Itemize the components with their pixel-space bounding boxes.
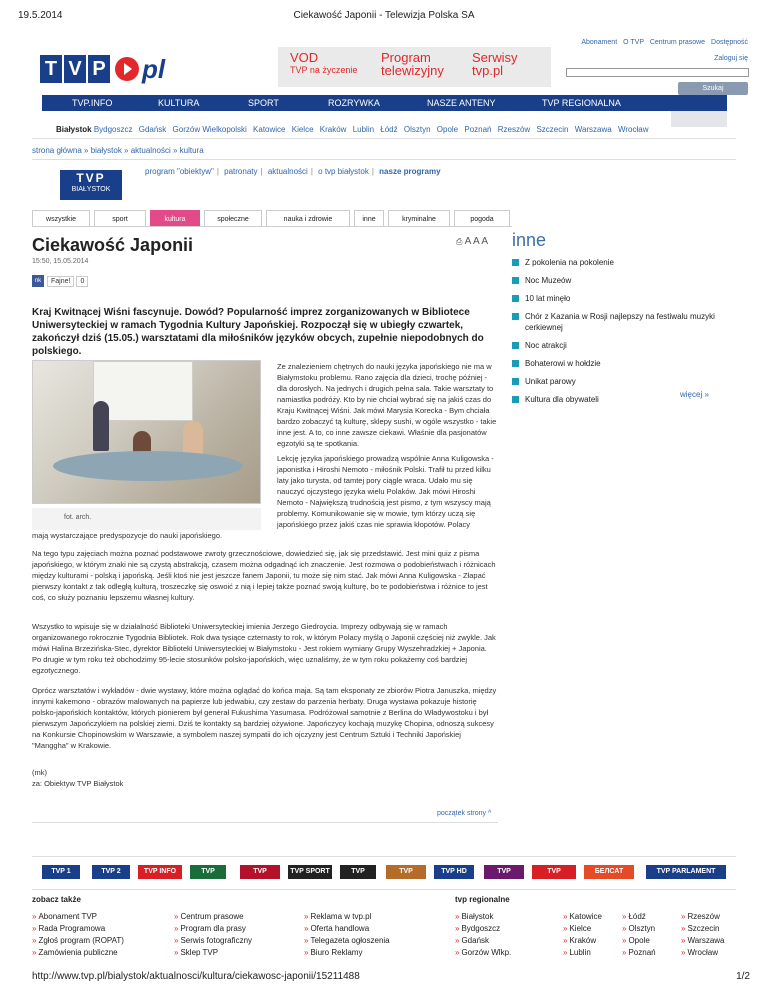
back-to-top-link[interactable]: początek strony ^ xyxy=(437,810,492,817)
search-input[interactable] xyxy=(566,68,749,77)
divider xyxy=(32,159,736,160)
channel-tvp-kultura[interactable]: TVP KULTURA xyxy=(340,865,376,879)
divider xyxy=(32,822,498,823)
subnav-aktualnosci[interactable]: aktualności xyxy=(267,167,308,176)
footer-link[interactable]: » Zgłoś program (ROPAT) xyxy=(32,936,124,945)
footer-link[interactable]: » Warszawa xyxy=(681,936,725,945)
bullet-icon xyxy=(512,378,519,385)
article-paragraph: mają wystarczające predyspozycje do nauki japońskiego. xyxy=(32,531,223,540)
footer-link[interactable]: » Poznań xyxy=(622,948,656,957)
top-links xyxy=(577,39,748,46)
article-paragraph: Ze znalezieniem chętnych do nauki języka japońskiego nie ma w Białymstoku problemu. Rano zajęcia dla dzieci, trochę później - dla dorosłych. Na jednych i drugich pełna sala. Takie warsztaty to namiastka podróży. Kto by nie chciał wybrać się na jakiś czas do Kraju Kwitnącej Wiśni. Jak mówi Marysia Korecka - Bym chciała bardzo zobaczyć tą kulturę, sklepy sushi, w ogóle wszystko - takie inne jest. A to, co inne zawsze ciekawi. Właśnie dla pasjonatów egzotyki są te spotkania. xyxy=(277,362,497,448)
font-size-controls[interactable]: A A A xyxy=(464,236,488,247)
footer-link[interactable]: » Olsztyn xyxy=(622,924,656,933)
regional-subnav: program "obiektyw" | patronaty | aktualności | o tvp białystok | nasze programy xyxy=(145,167,441,176)
footer-see-also-title: zobacz także xyxy=(32,895,81,904)
channel-tvp-rozrywka[interactable]: TVP ROZRYWKA xyxy=(532,865,576,879)
city-link[interactable]: Kraków xyxy=(319,125,347,134)
footer-link[interactable]: » Lublin xyxy=(563,948,591,957)
like-widget xyxy=(32,275,88,287)
footer-link[interactable]: » Katowice xyxy=(563,912,602,921)
link-abonament[interactable]: Abonament xyxy=(581,39,618,46)
channel-tvp-seriale[interactable]: TVP SERIALE xyxy=(484,865,524,879)
article-title: Ciekawość Japonii xyxy=(32,235,194,255)
link-centrum-prasowe[interactable]: Centrum prasowe xyxy=(649,39,706,46)
tab-underline xyxy=(32,226,512,227)
tab-nauka[interactable]: nauka i zdrowie xyxy=(266,210,350,227)
footer-col xyxy=(455,911,511,959)
bullet-icon xyxy=(512,313,519,320)
channel-tvp-regionalna[interactable]: TVP REGIONALNA xyxy=(190,865,226,879)
tvp-logo[interactable] xyxy=(40,52,165,86)
footer-col xyxy=(622,911,656,959)
city-link[interactable]: Rzeszów xyxy=(497,125,531,134)
footer-link[interactable]: » Rada Programowa xyxy=(32,924,106,933)
footer-col xyxy=(304,911,390,959)
sidebar-item[interactable]: 10 lat minęło xyxy=(512,293,734,304)
print-title: Ciekawość Japonii - Telewizja Polska SA xyxy=(293,10,475,21)
subnav-obiektyw[interactable]: program "obiektyw" xyxy=(145,167,214,176)
sidebar-item[interactable]: Z pokolenia na pokolenie xyxy=(512,257,734,268)
footer-col xyxy=(563,911,602,959)
article-lead: Kraj Kwitnącej Wiśni fascynuje. Dowód? Popularność imprez zorganizowanych w Bibliotece Uniwersyteckiej w ramach Tygodnia Kultury Japońskiej. Rozpoczął się w ubiegły czwartek, zakończył dziś (15.05.) warsztatami dla miłośników języków obcych, zupełnie niepodobnych do polskiego. xyxy=(32,307,484,357)
footer-link[interactable]: » Łódź xyxy=(622,912,646,921)
city-link[interactable]: Olsztyn xyxy=(403,125,431,134)
search-button[interactable]: Szukaj xyxy=(678,82,748,95)
tvp-bialystok-logo[interactable]: TVP BIAŁYSTOK xyxy=(60,170,122,200)
footer-link[interactable]: » Telegazeta ogłoszenia xyxy=(304,936,390,945)
sidebar-list xyxy=(512,257,734,412)
tab-spoleczne[interactable]: społeczne xyxy=(204,210,262,227)
channel-tvp-info[interactable]: TVP INFO xyxy=(138,865,182,879)
footer-link[interactable]: » Reklama w tvp.pl xyxy=(304,912,372,921)
footer-link[interactable]: » Białystok xyxy=(455,912,494,921)
tab-sport[interactable]: sport xyxy=(94,210,146,227)
facebook-icon: nk xyxy=(32,275,44,287)
subnav-o-tvp[interactable]: o tvp białystok xyxy=(318,167,369,176)
footer-link[interactable]: » Oferta handlowa xyxy=(304,924,370,933)
login-link[interactable]: Zaloguj się xyxy=(714,55,748,62)
footer-link[interactable]: » Gdańsk xyxy=(455,936,490,945)
footer-link[interactable]: » Kielce xyxy=(563,924,592,933)
promo-banner xyxy=(278,47,551,87)
footer-link[interactable]: » Zamówienia publiczne xyxy=(32,948,118,957)
footer-link[interactable]: » Sklep TVP xyxy=(174,948,219,957)
channel-tvp-historia[interactable]: TVP HISTORIA xyxy=(386,865,426,879)
city-link[interactable]: Gorzów Wielkopolski xyxy=(172,125,247,134)
footer-col xyxy=(681,911,725,959)
article-author: (mk) xyxy=(32,768,47,777)
article-paragraph: Na tego typu zajęciach można poznać podstawowe zwroty grzecznościowe, dowiedzieć się, jak się przedstawić. Jest mini quiz z pisma japońskiego, w którym znaki nie są czystą abstrakcją, czasem można odgadnąć ich znaczenie. Jest rozmowa o podobieństwach i różnicach między kulturami - polską i japońską. Jeśli ktoś nie jest jeszcze fanem Japonii, tu może się nim stać. Jak mówi Anna Kuligowska - Złapać pierwszy kontakt z tak odległą kulturą, troszeczkę się oswoić z nią i lepiej także poznać swoją kulturę, bo te podobieństwa i różnice to jest coś, co służy poznaniu lepszemu własnej kultury. xyxy=(32,549,496,602)
city-link[interactable]: Poznań xyxy=(464,125,492,134)
sidebar-item[interactable]: Kultura dla obywateli xyxy=(512,394,734,405)
channel-strip xyxy=(32,856,736,890)
promo-serwisy[interactable]: Serwisy tvp.pl xyxy=(472,50,518,78)
footer-link[interactable]: » Szczecin xyxy=(681,924,720,933)
city-link[interactable]: Szczecin xyxy=(536,125,569,134)
footer-link[interactable]: » Gorzów Wlkp. xyxy=(455,948,512,957)
channel-tvp1[interactable]: TVP 1 xyxy=(42,865,80,879)
nav-tvp-regionalna[interactable]: TVP REGIONALNA xyxy=(542,98,621,108)
tab-inne[interactable]: inne xyxy=(354,210,384,227)
channel-tvp-hd[interactable]: TVP HD xyxy=(434,865,474,879)
footer-link[interactable]: » Abonament TVP xyxy=(32,912,98,921)
sidebar-title: inne xyxy=(512,230,547,250)
footer-link[interactable]: » Wrocław xyxy=(681,948,718,957)
tab-kultura[interactable]: kultura xyxy=(150,210,200,227)
article-paragraph: Wszystko to wpisuje się w działalność Biblioteki Uniwersyteckiej imienia Jerzego Giedroycia. Imprezy odbywają się w ramach organizowanego rokrocznie Tygodnia Bibliotek. Rok dwa tysiące czternasty to rok, w którym Polacy myślą o Japonii częściej niż zwykle. Jak mówi Halina Brzezińska-Stec, dyrektor Biblioteki Uniwersyteckiej w Białymstoku - Jest rokiem wymiany Grupy Wyszehradzkiej + Japonia. Po drugie w tym roku też obchodzimy 95-lecie stosunków polsko-japońskich, więc uznaliśmy, że w tym roku pokażemy coś bardziej egzotycznego. xyxy=(32,622,496,675)
channel-tvp-parlament[interactable]: TVP PARLAMENT xyxy=(646,865,726,879)
tab-kryminalne[interactable]: kryminalne xyxy=(388,210,450,227)
footer-col xyxy=(32,911,124,959)
footer-link[interactable]: » Biuro Reklamy xyxy=(304,948,363,957)
subnav-nasze-programy[interactable]: nasze programy xyxy=(379,167,441,176)
nav-rozrywka[interactable]: ROZRYWKA xyxy=(328,98,380,108)
article-photo xyxy=(32,360,261,504)
article-tools xyxy=(456,236,488,247)
bullet-icon xyxy=(512,295,519,302)
breadcrumb[interactable]: strona główna » białystok » aktualności » kultura xyxy=(32,146,204,155)
print-url: http://www.tvp.pl/bialystok/aktualnosci/kultura/ciekawosc-japonii/15211488 xyxy=(32,971,360,982)
divider xyxy=(32,138,736,139)
city-link[interactable]: Lublin xyxy=(352,125,375,134)
article-date: 15:50, 15.05.2014 xyxy=(32,258,89,265)
city-link[interactable]: Bydgoszcz xyxy=(93,125,133,134)
footer-link[interactable]: » Program dla prasy xyxy=(174,924,246,933)
sidebar-item[interactable]: Unikat parowy xyxy=(512,376,734,387)
bullet-icon xyxy=(512,396,519,403)
nav-tvp-info[interactable]: TVP.INFO xyxy=(72,98,113,108)
nav-nasze-anteny[interactable]: NASZE ANTENY xyxy=(427,98,496,108)
print-date: 19.5.2014 xyxy=(18,10,63,21)
sidebar-item[interactable]: Noc Muzeów xyxy=(512,275,734,286)
article-paragraph: Oprócz warsztatów i wykładów - dwie wystawy, które można oglądać do końca maja. Są tam eksponaty ze zbiorów Piotra Januszka, między innymi kakemono - obrazów malowanych na papierze lub jedwabiu, czy zestaw do parzenia herbaty. Druga wystawa pokazuje historię polsko-japońskich kontaktów, których pionierem był generał Fukushima Yasumasa. Podróżował samotnie z Berlina do Władywostoku i był pierwszym Japończykiem na polskiej ziemi. Dziś te kontakty są bardziej ożywione. Japończycy kochają muzykę Chopina, odnoszą sukcesy na Konkursie Chopinowskim w Warszawie, a symbolem naszej sympatii do ich ojczyzny jest Centrum Sztuki i Techniki Japońskiej "Manggha" w Krakowie. xyxy=(32,686,497,750)
footer-link[interactable]: » Kraków xyxy=(563,936,597,945)
city-link[interactable]: Katowice xyxy=(253,125,286,134)
city-link[interactable]: Kielce xyxy=(291,125,314,134)
like-count: 0 xyxy=(76,276,88,287)
city-bar xyxy=(56,125,653,134)
print-page-number: 1/2 xyxy=(736,971,750,982)
article-paragraph: Lekcję języka japońskiego prowadzą wspólnie Anna Kuligowska - japonistka i Hiroshi Nemoto - miłośnik Polski. Trafił tu przed kilku laty jako turysta, od tamtej pory ciągle wraca. Udało mu się nauczyć ojczystego języka wielu Polaków. Jak mówi Hiroshi Nemoto - Największą trudnością jest pismo, z tym wszyscy mają problemy. Komunikowanie się w mowie, tym którzy uczą się japońskiego przez jakiś czas nie sprawia kłopotów. Polacy xyxy=(277,454,494,529)
logo-suffix: pl xyxy=(142,53,166,84)
article-source: za: Obiektyw TVP Białystok xyxy=(32,779,124,788)
footer-regional-title: tvp regionalne xyxy=(455,895,510,904)
city-current: Białystok xyxy=(56,125,92,134)
play-arrow-icon xyxy=(115,57,139,81)
print-icon[interactable]: ⎙ xyxy=(456,237,463,246)
footer-link[interactable]: » Bydgoszcz xyxy=(455,924,501,933)
bullet-icon xyxy=(512,360,519,367)
sidebar-item[interactable]: Bohaterowi w hołdzie xyxy=(512,358,734,369)
sidebar-item[interactable]: Chór z Kazania w Rosji najlepszy na festiwalu muzyki cerkiewnej xyxy=(512,311,734,333)
footer-link[interactable]: » Rzeszów xyxy=(681,912,720,921)
like-button[interactable]: Fajne! xyxy=(47,276,74,287)
more-link[interactable]: więcej » xyxy=(680,390,709,399)
channel-belsat[interactable]: БЕЛСАТ xyxy=(584,865,634,879)
link-o-tvp[interactable]: O TVP xyxy=(623,39,644,46)
tab-wszystkie[interactable]: wszystkie xyxy=(32,210,90,227)
sidebar-item[interactable]: Noc atrakcji xyxy=(512,340,734,351)
logo-letter-v: V xyxy=(64,55,86,83)
nav-kultura[interactable]: KULTURA xyxy=(158,98,200,108)
footer-link[interactable]: » Centrum prasowe xyxy=(174,912,244,921)
city-link[interactable]: Łódź xyxy=(380,125,398,134)
city-link[interactable]: Gdańsk xyxy=(138,125,167,134)
bullet-icon xyxy=(512,259,519,266)
channel-tvp-polonia[interactable]: TVP POLONIA xyxy=(240,865,280,879)
logo-letter-p: P xyxy=(88,55,110,83)
promo-program[interactable]: Program telewizyjny xyxy=(381,50,444,78)
footer-link[interactable]: » Serwis fotograficzny xyxy=(174,936,253,945)
nav-sport[interactable]: SPORT xyxy=(248,98,279,108)
city-link[interactable]: Opole xyxy=(436,125,459,134)
footer-link[interactable]: » Opole xyxy=(622,936,650,945)
channel-tvp-sport[interactable]: TVP SPORT xyxy=(288,865,332,879)
photo-caption: fot. arch. xyxy=(32,508,261,530)
tab-pogoda[interactable]: pogoda xyxy=(454,210,510,227)
city-link[interactable]: Wrocław xyxy=(617,125,649,134)
footer-col xyxy=(174,911,252,959)
bullet-icon xyxy=(512,277,519,284)
main-nav xyxy=(42,95,727,111)
city-link[interactable]: Warszawa xyxy=(574,125,612,134)
promo-vod[interactable]: VOD TVP na życzenie xyxy=(290,50,358,75)
logo-letter-t: T xyxy=(40,55,62,83)
subnav-patronaty[interactable]: patronaty xyxy=(224,167,258,176)
link-dostepnosc[interactable]: Dostępność xyxy=(711,39,748,46)
bullet-icon xyxy=(512,342,519,349)
channel-tvp2[interactable]: TVP 2 xyxy=(92,865,130,879)
